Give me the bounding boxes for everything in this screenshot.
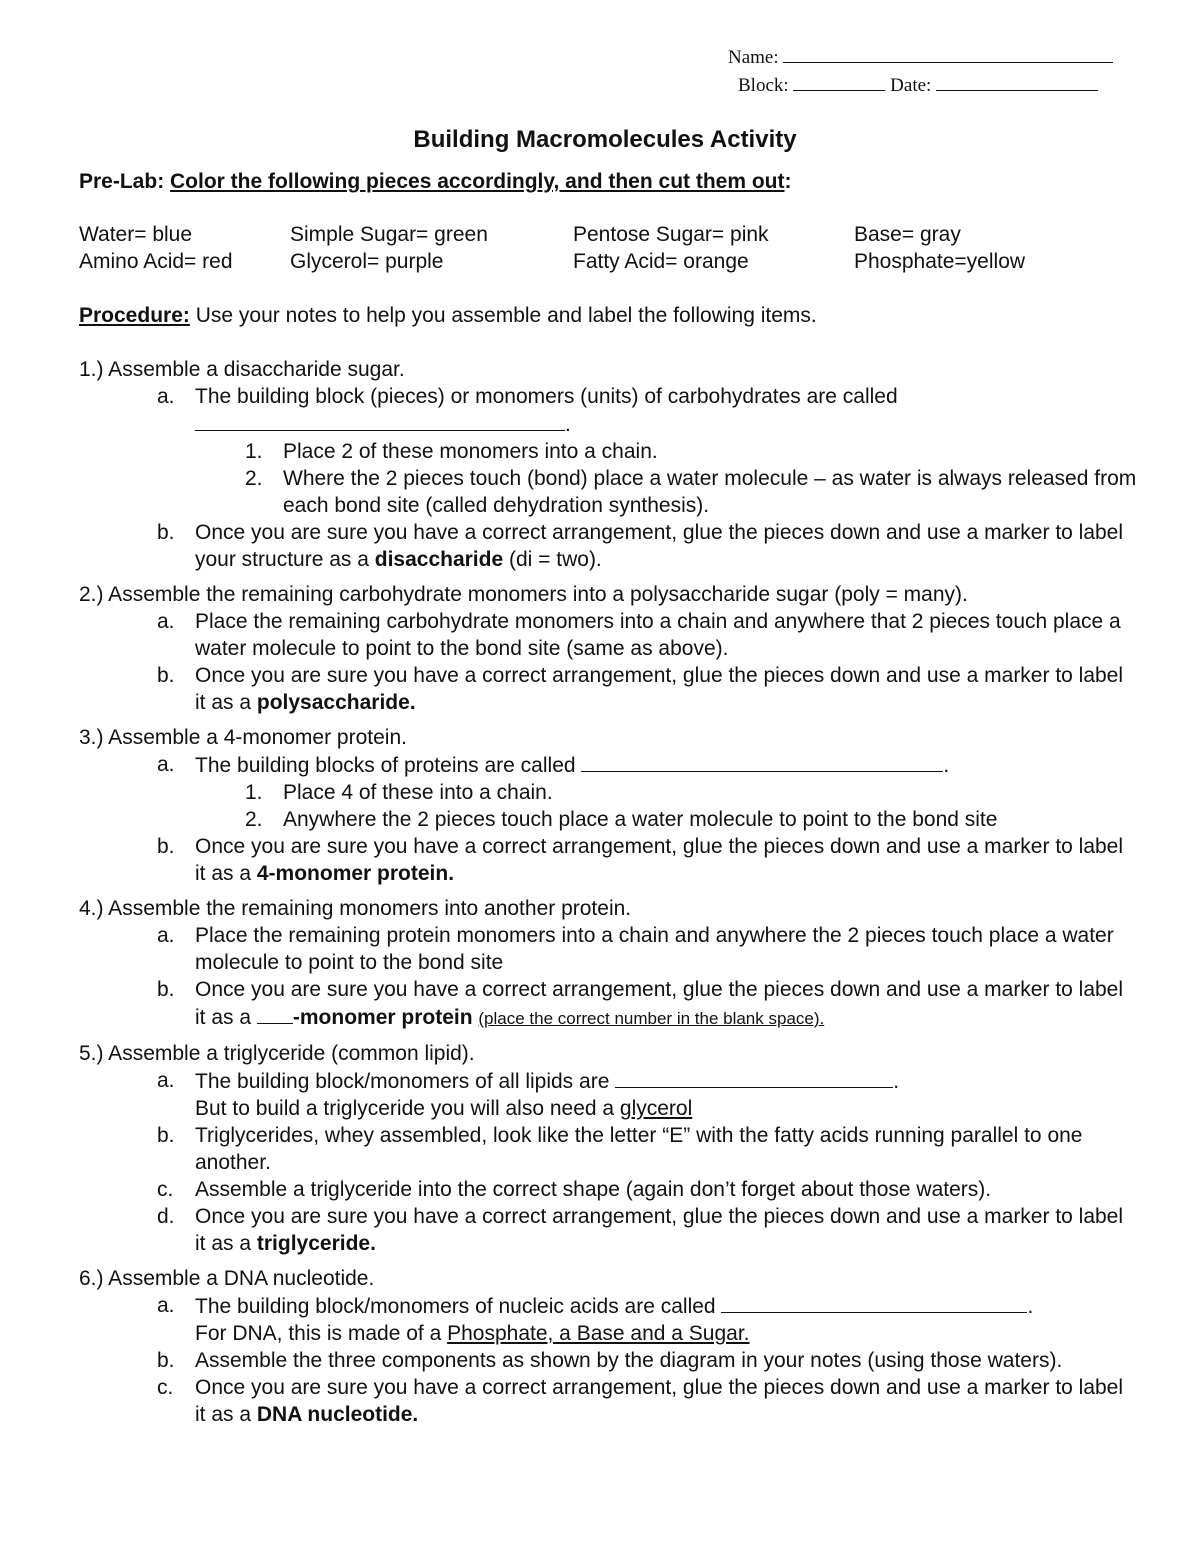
color-key-item: Glycerol= purple xyxy=(290,250,444,273)
color-key-item: Amino Acid= red xyxy=(79,250,233,273)
prelab-instruction: Pre-Lab: Color the following pieces accordingly, and then cut them out: xyxy=(79,170,792,193)
substep-1: 1. Place 4 of these into a chain. xyxy=(245,781,553,804)
step-d: d. Once you are sure you have a correct arrangement, glue the pieces down and use a marker to label it as a triglyceride. xyxy=(157,1205,1124,1255)
section-5 xyxy=(79,1040,1139,1257)
step-a: a. The building block/monomers of all lipids are . But to build a triglyceride you will also need a glycerol xyxy=(157,1069,900,1120)
page-title: Building Macromolecules Activity xyxy=(413,126,797,153)
worksheet-body xyxy=(79,168,1139,1436)
section-1 xyxy=(79,356,1139,573)
substep-1: 1. Place 2 of these monomers into a chain. xyxy=(245,440,658,463)
step-c: c. Once you are sure you have a correct arrangement, glue the pieces down and use a marker to label it as a DNA nucleotide. xyxy=(157,1376,1124,1426)
color-key-item: Base= gray xyxy=(854,223,961,246)
section-title: 5.) Assemble a triglyceride (common lipid). xyxy=(79,1042,475,1065)
section-4 xyxy=(79,895,1139,1032)
step-a: a. The building blocks of proteins are called . xyxy=(157,753,950,777)
section-3 xyxy=(79,724,1139,887)
color-key-item: Fatty Acid= orange xyxy=(573,250,749,273)
step-a: a. Place the remaining carbohydrate monomers into a chain and anywhere that 2 pieces touch place a water molecule to point to the bond site (same as above). xyxy=(157,610,1121,660)
step-b: b. Once you are sure you have a correct arrangement, glue the pieces down and use a marker to label it as a -monomer protein (place the correct number in the blank space). xyxy=(157,978,1124,1029)
section-6 xyxy=(79,1265,1139,1428)
name-blank[interactable] xyxy=(783,44,1113,63)
color-key-item: Pentose Sugar= pink xyxy=(573,223,769,246)
section-title: 4.) Assemble the remaining monomers into another protein. xyxy=(79,897,632,920)
block-date-line: Block: Date: xyxy=(738,72,1098,99)
substep-2: 2. Anywhere the 2 pieces touch place a water molecule to point to the bond site xyxy=(245,808,998,831)
step-a: a. The building block/monomers of nucleic acids are called . For DNA, this is made of a Phosphate, a Base and a Sugar. xyxy=(157,1294,1034,1345)
section-title: 3.) Assemble a 4-monomer protein. xyxy=(79,726,407,749)
step-b: b. Once you are sure you have a correct arrangement, glue the pieces down and use a marker to label it as a 4-monomer protein. xyxy=(157,835,1124,885)
name-line: Name: xyxy=(728,44,1113,71)
section-title: 6.) Assemble a DNA nucleotide. xyxy=(79,1267,375,1290)
color-key xyxy=(79,221,1139,275)
section-title: 2.) Assemble the remaining carbohydrate monomers into a polysaccharide sugar (poly = many). xyxy=(79,583,968,606)
answer-blank[interactable] xyxy=(581,751,943,772)
substep-2: 2. Where the 2 pieces touch (bond) place a water molecule – as water is always released from each bond site (called dehydration synthesis). xyxy=(245,467,1137,517)
monomer-count-blank[interactable] xyxy=(257,1003,293,1024)
step-b: b. Once you are sure you have a correct arrangement, glue the pieces down and use a marker to label it as a polysaccharide. xyxy=(157,664,1124,714)
step-a: a. Place the remaining protein monomers into a chain and anywhere the 2 pieces touch place a water molecule to point to the bond site xyxy=(157,924,1114,974)
color-key-item: Water= blue xyxy=(79,223,193,246)
answer-blank[interactable] xyxy=(615,1067,893,1088)
block-blank[interactable] xyxy=(793,72,885,91)
answer-blank[interactable] xyxy=(195,410,565,431)
color-key-item: Phosphate=yellow xyxy=(854,250,1026,273)
step-b: b. Triglycerides, whey assembled, look like the letter “E” with the fatty acids running parallel to one another. xyxy=(157,1124,1083,1174)
step-a: a. The building block (pieces) or monomers (units) of carbohydrates are called . xyxy=(157,385,898,436)
step-b: b. Once you are sure you have a correct arrangement, glue the pieces down and use a marker to label your structure as a disaccharide (di = two). xyxy=(157,521,1124,571)
section-title: 1.) Assemble a disaccharide sugar. xyxy=(79,358,405,381)
section-2 xyxy=(79,581,1139,716)
step-c: c. Assemble a triglyceride into the correct shape (again don’t forget about those waters). xyxy=(157,1178,992,1201)
procedure-intro: Procedure: Use your notes to help you assemble and label the following items. xyxy=(79,304,817,327)
step-b: b. Assemble the three components as shown by the diagram in your notes (using those waters). xyxy=(157,1349,1063,1372)
answer-blank[interactable] xyxy=(721,1292,1027,1313)
color-key-item: Simple Sugar= green xyxy=(290,223,488,246)
date-blank[interactable] xyxy=(936,72,1098,91)
